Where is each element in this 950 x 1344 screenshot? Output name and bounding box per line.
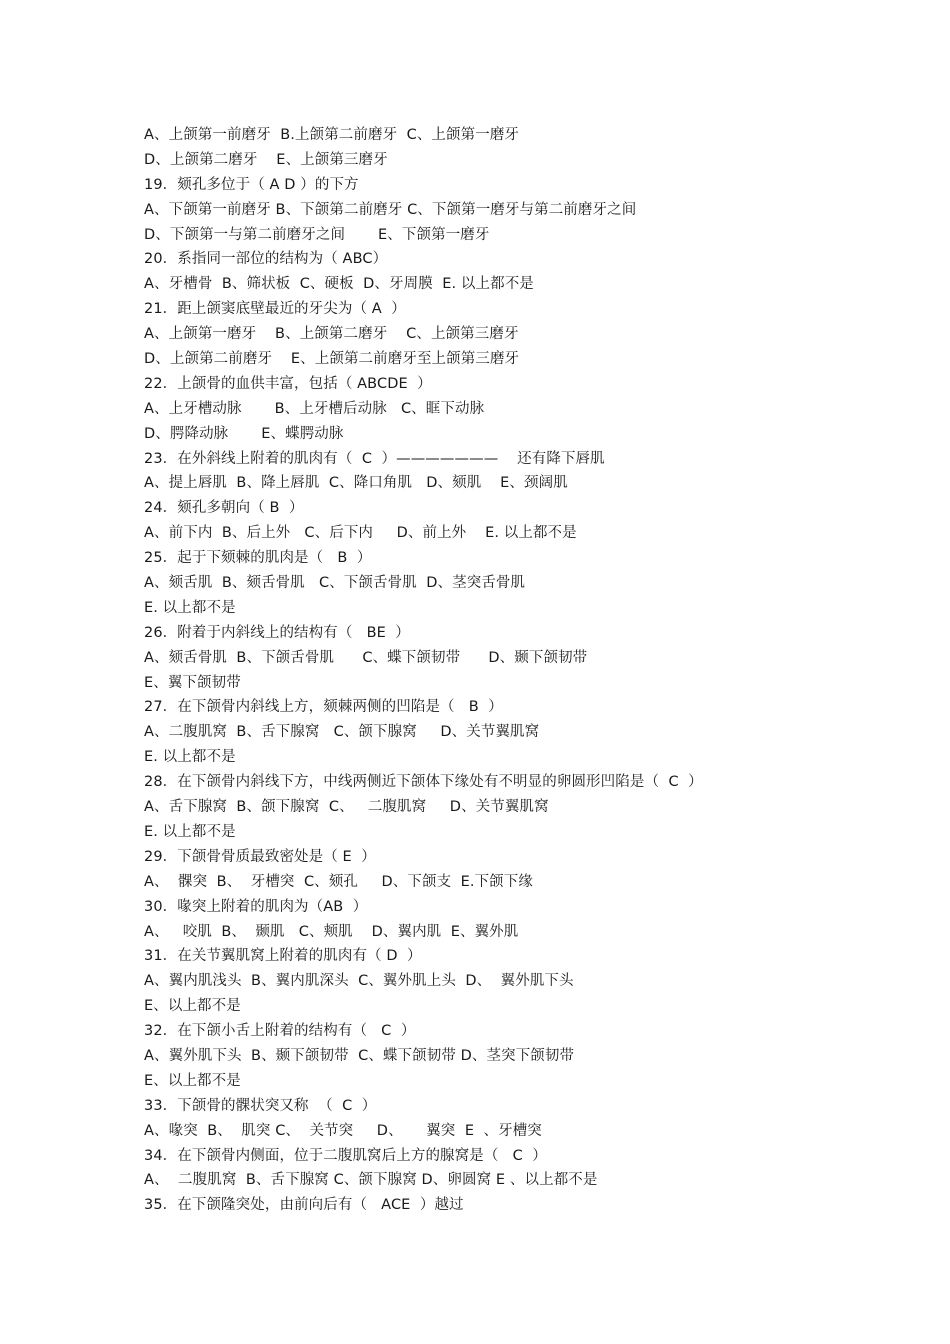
text-line: A、 髁突 B、 牙槽突 C、颏孔 D、下颌支 E.下颌下缘 [144,873,533,890]
question-35: 35．在下颌隆突处，由前向后有（ ACE ）越过 [144,1197,464,1214]
text-line: A、舌下腺窝 B、颌下腺窝 C、 二腹肌窝 D、关节翼肌窝 [144,799,549,816]
text-line: A、翼外肌下头 B、颞下颌韧带 C、蝶下颌韧带 D、茎突下颌韧带 [144,1047,575,1064]
text-line: A、牙槽骨 B、筛状板 C、硬板 D、牙周膜 E. 以上都不是 [144,276,534,293]
text-line: A、 咬肌 B、 颞肌 C、颊肌 D、翼内肌 E、翼外肌 [144,923,519,940]
text-line: E、翼下颌韧带 [144,674,241,691]
text-line: E. 以上都不是 [144,823,236,840]
text-line: A、上颌第一前磨牙 B.上颌第二前磨牙 C、上颌第一磨牙 [144,127,520,143]
question-32: 32．在下颌小舌上附着的结构有（ C ） [144,1023,416,1040]
text-line: A、上牙槽动脉 B、上牙槽后动脉 C、眶下动脉 [144,400,485,417]
text-line: A、二腹肌窝 B、舌下腺窝 C、颌下腺窝 D、关节翼肌窝 [144,724,540,741]
text-line: D、腭降动脉 E、蝶腭动脉 [144,425,344,442]
question-25: 25．起于下颏棘的肌肉是（ B ） [144,550,372,567]
text-line: D、下颌第一与第二前磨牙之间 E、下颌第一磨牙 [144,226,490,243]
text-line: D、上颌第二磨牙 E、上颌第三磨牙 [144,151,388,168]
question-text-block [144,123,844,1218]
text-line: E. 以上都不是 [144,599,236,616]
question-29: 29．下颌骨骨质最致密处是（ E ） [144,848,376,865]
question-21: 21．距上颌窦底壁最近的牙尖为（ A ） [144,301,406,318]
text-line: A、 二腹肌窝 B、舌下腺窝 C、颌下腺窝 D、卵圆窝 E 、以上都不是 [144,1172,598,1189]
text-line: A、翼内肌浅头 B、翼内肌深头 C、翼外肌上头 D、 翼外肌下头 [144,973,574,990]
question-34: 34．在下颌骨内侧面，位于二腹肌窝后上方的腺窝是（ C ） [144,1147,547,1164]
question-22: 22．上颌骨的血供丰富，包括（ ABCDE ） [144,375,432,392]
question-30: 30．喙突上附着的肌肉为（AB ） [144,898,368,915]
text-line: A、提上唇肌 B、降上唇肌 C、降口角肌 D、颏肌 E、颈阔肌 [144,475,568,492]
text-line: A、上颌第一磨牙 B、上颌第二磨牙 C、上颌第三磨牙 [144,326,519,343]
text-line: A、前下内 B、后上外 C、后下内 D、前上外 E. 以上都不是 [144,525,577,542]
question-27: 27．在下颌骨内斜线上方，颏棘两侧的凹陷是（ B ） [144,699,503,716]
text-line: A、颏舌肌 B、颏舌骨肌 C、下颌舌骨肌 D、茎突舌骨肌 [144,575,526,592]
text-line: A、颏舌骨肌 B、下颌舌骨肌 C、蝶下颌韧带 D、颞下颌韧带 [144,649,588,666]
question-24: 24．颏孔多朝向（ B ） [144,500,304,517]
text-line: E、以上都不是 [144,998,241,1015]
text-line: E. 以上都不是 [144,749,236,766]
question-28: 28．在下颌骨内斜线下方，中线两侧近下颌体下缘处有不明显的卵圆形凹陷是（ C ） [144,774,703,791]
text-line: A、下颌第一前磨牙 B、下颌第二前磨牙 C、下颌第一磨牙与第二前磨牙之间 [144,201,637,218]
question-33: 33．下颌骨的髁状突又称 （ C ） [144,1097,377,1114]
text-line: D、上颌第二前磨牙 E、上颌第二前磨牙至上颌第三磨牙 [144,351,520,368]
question-26: 26．附着于内斜线上的结构有（ BE ） [144,624,410,641]
text-line: A、喙突 B、 肌突 C、 关节突 D、 翼突 E 、牙槽突 [144,1122,542,1139]
question-31: 31．在关节翼肌窝上附着的肌肉有（ D ） [144,948,422,965]
question-23: 23．在外斜线上附着的肌肉有（ C ）——————— 还有降下唇肌 [144,450,605,467]
question-19: 19．颏孔多位于（ A D ）的下方 [144,176,359,193]
question-20: 20．系指同一部位的结构为（ ABC） [144,251,388,268]
text-line: E、以上都不是 [144,1072,241,1089]
